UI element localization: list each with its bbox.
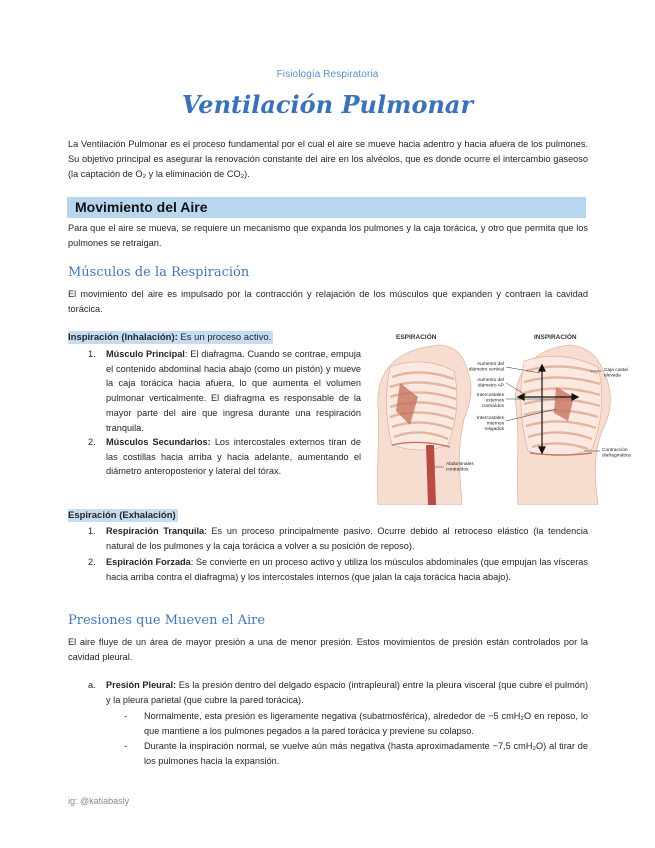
inspiration-label bbox=[68, 331, 273, 344]
list-text: : Es un proceso principalmente pasivo. Ocurre debido al retroceso elástico (la tendencia natural de los pulmones y la caja torácica a volver a su posición de reposo). bbox=[106, 526, 588, 551]
section-heading: Movimiento del Aire bbox=[75, 199, 208, 215]
list-term: Músculos Secundarios: bbox=[106, 437, 211, 447]
pressure-item bbox=[88, 678, 589, 707]
list-item bbox=[88, 555, 588, 584]
breathing-mechanics-figure bbox=[370, 327, 638, 505]
pressures-paragraph: El aire fluye de un área de mayor presión a una de menor presión. Estos movimientos de presión están controlados por la cavidad pleural. bbox=[68, 637, 588, 662]
ann-caja-1: Caja costal bbox=[604, 368, 628, 373]
ann-abd-2: contraídos bbox=[446, 467, 469, 473]
ann-ext-2: externos bbox=[485, 398, 504, 404]
list-number: 1. bbox=[88, 526, 96, 536]
list-term: Presión Pleural: bbox=[106, 680, 177, 690]
ann-dia-1: Contracción bbox=[602, 448, 628, 453]
ann-dia-2: diafragmática bbox=[602, 453, 631, 459]
list-text: Es la presión dentro del delgado espacio (intrapleural) entre la pleura visceral (que cubre el pulmón) y la pleura parietal (que cubre la pared torácica). bbox=[106, 680, 589, 705]
ann-ext-3: contraídos bbox=[481, 404, 504, 409]
dash-text: Normalmente, esta presión es ligeramente negativa (subatmosférica), alrededor de −5 cmH₂O en reposo, lo que mantiene a los pulmones pegados a la pared torácica y previene su colapso. bbox=[144, 711, 588, 736]
list-number: 2. bbox=[88, 437, 96, 447]
dash-mark: - bbox=[124, 711, 128, 721]
expiration-label: Espiración (Exhalación) bbox=[68, 510, 176, 521]
ann-caja-2: elevada bbox=[604, 373, 621, 379]
ann-int-1: Intercostales bbox=[476, 416, 504, 421]
list-item bbox=[88, 524, 588, 553]
dash-item bbox=[124, 739, 588, 768]
dash-mark: - bbox=[124, 741, 128, 751]
section-paragraph: Para que el aire se mueva, se requiere un mecanismo que expanda los pulmones y la caja torácica, y otro que permita que los pulmones se retraigan. bbox=[68, 223, 588, 248]
ann-ext-1: Intercostales bbox=[476, 393, 504, 398]
section-heading-bar bbox=[67, 197, 586, 218]
list-number: 1. bbox=[88, 349, 96, 359]
ann-int-3: relajados bbox=[484, 427, 504, 432]
dash-item bbox=[124, 709, 588, 738]
ann-ap-2: diámetro AP bbox=[477, 383, 504, 389]
dash-text: Durante la inspiración normal, se vuelve aún más negativa (hasta aproximadamente −7,5 cmH₂O) al tirar de los pulmones hacia la expansión. bbox=[144, 741, 588, 766]
list-letter: a. bbox=[88, 680, 96, 690]
list-text: : El diafragma. Cuando se contrae, empuja el contenido abdominal hacia abajo (como un pistón) y mueve la caja torácica hacia afuera, lo que aumenta el volumen pulmonar verticalmente. El diafragma es responsable de la mayor parte del aire que ingresa durante una respiración tranquila. bbox=[106, 349, 361, 433]
ann-vertical-2: diámetro vertical bbox=[468, 367, 504, 373]
ann-int-2: internos bbox=[486, 421, 504, 427]
document-title: Ventilación Pulmonar bbox=[181, 90, 474, 119]
muscles-heading: Músculos de la Respiración bbox=[68, 265, 250, 280]
muscles-paragraph: El movimiento del aire es impulsado por la contracción y relajación de los músculos que expanden y contraen la cavidad torácica. bbox=[68, 289, 588, 314]
list-term: Espiración Forzada bbox=[106, 557, 191, 567]
intro-paragraph: La Ventilación Pulmonar es el proceso fundamental por el cual el aire se mueve hacia adentro y hacia afuera de los pulmones. Su objetivo principal es asegurar la renovación constante del aire en los alvéolos, que es donde ocurre el intercambio gaseoso (la captación de O₂ y la eliminación de CO₂). bbox=[68, 139, 588, 179]
pressures-heading: Presiones que Mueven el Aire bbox=[68, 613, 266, 628]
list-item bbox=[88, 435, 361, 479]
list-term: Músculo Principal bbox=[106, 349, 185, 359]
expiration-figure-label: ESPIRACIÓN bbox=[396, 334, 437, 341]
list-text: Los intercostales externos tiran de las costillas hacia arriba y hacia adelante, aumentando el diámetro anteroposterior y lateral del tórax. bbox=[106, 437, 361, 477]
list-number: 2. bbox=[88, 557, 96, 567]
ann-ap-1: Aumento del bbox=[477, 378, 504, 383]
list-item bbox=[88, 347, 361, 435]
footer-handle: ig: @katiabasly bbox=[68, 796, 130, 806]
inspiration-label-rest: Es un proceso activo. bbox=[177, 332, 272, 343]
inspiration-figure-label: INSPIRACIÓN bbox=[534, 334, 577, 341]
list-term: Respiración Tranquila bbox=[106, 526, 205, 536]
list-text: : Se convierte en un proceso activo y utiliza los músculos abdominales (que empujan las vísceras hacia arriba contra el diafragma) y los intercostales internos (que jalan la caja torácica hacia abajo). bbox=[106, 557, 588, 582]
document-subtitle: Fisiología Respiratoria bbox=[276, 69, 379, 80]
ann-abd-1: Abdominales bbox=[446, 462, 474, 467]
ann-vertical-1: Aumento del bbox=[477, 362, 504, 367]
inspiration-label-text: Inspiración (Inhalación): bbox=[68, 332, 178, 343]
